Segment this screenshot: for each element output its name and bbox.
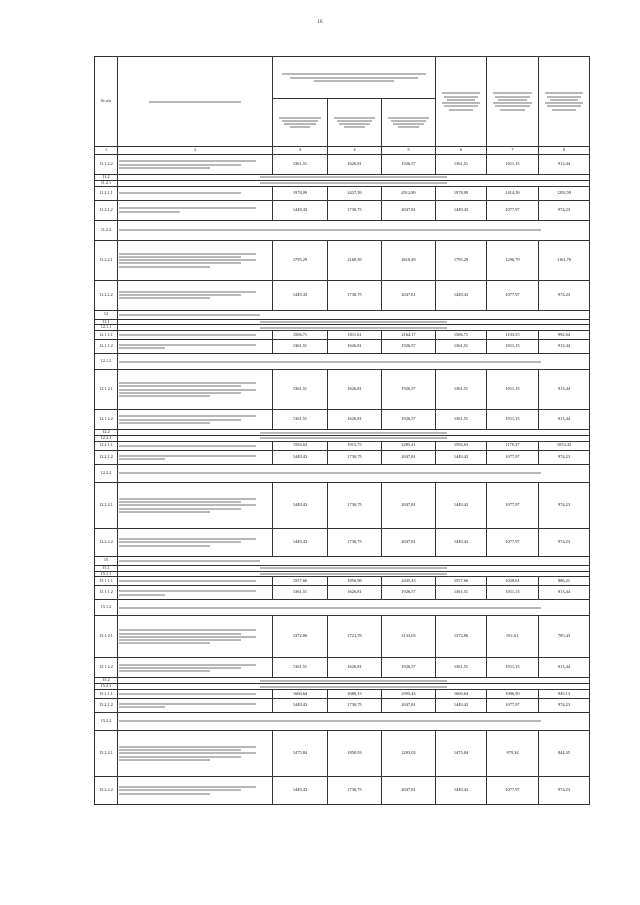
cell-value: 844,35 bbox=[539, 730, 590, 776]
cell-value: 1361,51 bbox=[436, 586, 487, 600]
col-number: 5 bbox=[382, 147, 436, 155]
row-no: 15.1.2.1 bbox=[95, 616, 118, 658]
row-desc bbox=[118, 340, 273, 354]
cell-value: 1926,57 bbox=[382, 658, 436, 678]
cell-value: 1660,64 bbox=[273, 689, 328, 698]
row-no: 11.2.2.2 bbox=[95, 280, 118, 310]
row-no: 12.1.2 bbox=[95, 354, 118, 370]
cell-value: 2047,81 bbox=[382, 776, 436, 804]
cell-value: 1372,86 bbox=[436, 616, 487, 658]
table-row bbox=[95, 240, 590, 280]
cell-value: 913,44 bbox=[539, 370, 590, 410]
cell-value: 1361,51 bbox=[436, 410, 487, 430]
header-col5 bbox=[382, 99, 436, 147]
cell-value: 1721,78 bbox=[328, 616, 382, 658]
section-note-row bbox=[95, 354, 590, 370]
table-row bbox=[95, 577, 590, 586]
row-desc bbox=[118, 441, 273, 450]
col-number: 8 bbox=[539, 147, 590, 155]
cell-value: 2168,39 bbox=[328, 240, 382, 280]
cell-value: 1557,66 bbox=[436, 577, 487, 586]
section-note-row bbox=[95, 712, 590, 730]
cell-value: 1978,09 bbox=[273, 186, 328, 200]
cell-value: 2164,17 bbox=[382, 331, 436, 340]
table-row bbox=[95, 528, 590, 556]
row-no: 15.2.2.2 bbox=[95, 776, 118, 804]
cell-value: 1926,57 bbox=[382, 586, 436, 600]
row-desc bbox=[118, 450, 273, 464]
cell-value: 1361,51 bbox=[436, 155, 487, 175]
cell-value: 1053,43 bbox=[539, 441, 590, 450]
cell-value: 1626,81 bbox=[328, 410, 382, 430]
row-no: 15.2.2.1 bbox=[95, 730, 118, 776]
cell-value: 2912,89 bbox=[382, 186, 436, 200]
table-row bbox=[95, 370, 590, 410]
cell-value: 1449,43 bbox=[436, 528, 487, 556]
table-row bbox=[95, 689, 590, 698]
header-col3 bbox=[273, 99, 328, 147]
row-no: 12.1.1.2 bbox=[95, 340, 118, 354]
row-no: 12.2.2 bbox=[95, 464, 118, 482]
section-note bbox=[118, 464, 590, 482]
table-row bbox=[95, 450, 590, 464]
cell-value: 1730,75 bbox=[328, 450, 382, 464]
row-no: 15.2.1.1 bbox=[95, 689, 118, 698]
row-desc bbox=[118, 331, 273, 340]
section-row bbox=[95, 556, 590, 565]
row-no: 11.2.2 bbox=[95, 220, 118, 240]
table-row bbox=[95, 482, 590, 528]
cell-value: 1449,43 bbox=[273, 698, 328, 712]
cell-value: 1449,43 bbox=[436, 450, 487, 464]
row-desc bbox=[118, 240, 273, 280]
cell-value: 2437,59 bbox=[328, 186, 382, 200]
table-row bbox=[95, 186, 590, 200]
cell-value: 1926,57 bbox=[382, 155, 436, 175]
cell-value: 886,21 bbox=[539, 577, 590, 586]
cell-value: 1077,97 bbox=[487, 200, 539, 220]
row-no: 12.2.2.2 bbox=[95, 528, 118, 556]
cell-value: 1077,97 bbox=[487, 450, 539, 464]
cell-value: 2047,81 bbox=[382, 450, 436, 464]
cell-value: 1730,75 bbox=[328, 776, 382, 804]
row-no: 15.1 bbox=[95, 565, 118, 571]
row-desc bbox=[118, 616, 273, 658]
cell-value: 2610,49 bbox=[382, 240, 436, 280]
header-col8 bbox=[539, 57, 590, 147]
cell-value: 1795,29 bbox=[436, 240, 487, 280]
cell-value: 1730,75 bbox=[328, 698, 382, 712]
cell-value: 992,64 bbox=[539, 331, 590, 340]
row-no: 12.2.1 bbox=[95, 435, 118, 441]
cell-value: 1978,09 bbox=[436, 186, 487, 200]
col-number: 3 bbox=[273, 147, 328, 155]
row-no: 12.2.1.2 bbox=[95, 450, 118, 464]
cell-value: 1449,43 bbox=[273, 200, 328, 220]
cell-value: 2047,81 bbox=[382, 280, 436, 310]
cell-value: 1594,63 bbox=[273, 441, 328, 450]
cell-value: 1361,51 bbox=[273, 155, 328, 175]
row-no: 15.2.2 bbox=[95, 712, 118, 730]
section-note-row bbox=[95, 600, 590, 616]
cell-value: 1449,43 bbox=[436, 280, 487, 310]
row-no: 15 bbox=[95, 556, 118, 565]
cell-value: 1103,55 bbox=[487, 331, 539, 340]
cell-value: 1449,43 bbox=[273, 482, 328, 528]
row-desc bbox=[118, 410, 273, 430]
cell-value: 1361,51 bbox=[436, 370, 487, 410]
col-number: 2 bbox=[118, 147, 273, 155]
cell-value: 1292,59 bbox=[539, 186, 590, 200]
row-no: 12.2 bbox=[95, 430, 118, 436]
cell-value: 1161,79 bbox=[539, 240, 590, 280]
cell-value: 1730,75 bbox=[328, 482, 382, 528]
row-no: 15.2 bbox=[95, 678, 118, 684]
row-desc bbox=[118, 200, 273, 220]
cell-value: 1915,75 bbox=[328, 441, 382, 450]
row-no: 15.2.1 bbox=[95, 684, 118, 690]
cell-value: 913,44 bbox=[539, 155, 590, 175]
table-row bbox=[95, 730, 590, 776]
cell-value: 1028,61 bbox=[487, 577, 539, 586]
cell-value: 1077,97 bbox=[487, 776, 539, 804]
row-no: 12.2.1.1 bbox=[95, 441, 118, 450]
row-no: 11.2.1.1 bbox=[95, 186, 118, 200]
row-desc bbox=[118, 280, 273, 310]
cell-value: 2047,81 bbox=[382, 698, 436, 712]
cell-value: 1475,84 bbox=[273, 730, 328, 776]
cell-value: 945,13 bbox=[539, 689, 590, 698]
row-desc bbox=[118, 528, 273, 556]
section-title bbox=[118, 556, 590, 565]
cell-value: 2435,43 bbox=[382, 577, 436, 586]
header-no bbox=[95, 57, 118, 147]
cell-value: 1077,97 bbox=[487, 528, 539, 556]
section-note bbox=[118, 354, 590, 370]
cell-value: 1449,43 bbox=[436, 200, 487, 220]
row-no: 15.1.1.1 bbox=[95, 577, 118, 586]
table-row bbox=[95, 616, 590, 658]
cell-value: 1361,51 bbox=[273, 586, 328, 600]
cell-value: 1361,51 bbox=[273, 410, 328, 430]
cell-value: 1626,81 bbox=[328, 340, 382, 354]
table-row bbox=[95, 331, 590, 340]
row-no: 15.2.1.2 bbox=[95, 698, 118, 712]
cell-value: 974,23 bbox=[539, 280, 590, 310]
cell-value: 1170,37 bbox=[487, 441, 539, 450]
cell-value: 1660,64 bbox=[436, 689, 487, 698]
cell-value: 1011,15 bbox=[487, 410, 539, 430]
cell-value: 1506,71 bbox=[436, 331, 487, 340]
cell-value: 979,34 bbox=[487, 730, 539, 776]
cell-value: 2293,03 bbox=[382, 730, 436, 776]
cell-value: 1077,97 bbox=[487, 698, 539, 712]
cell-value: 1594,63 bbox=[436, 441, 487, 450]
cell-value: 1361,51 bbox=[436, 658, 487, 678]
table-row bbox=[95, 586, 590, 600]
header-standard-cost bbox=[273, 57, 436, 99]
row-no: 15.1.1 bbox=[95, 571, 118, 577]
cell-value: 1096,50 bbox=[487, 689, 539, 698]
row-no: 12.1.1 bbox=[95, 325, 118, 331]
cell-value: 913,44 bbox=[539, 340, 590, 354]
col-number: 4 bbox=[328, 147, 382, 155]
cell-value: 2285,41 bbox=[382, 441, 436, 450]
header-col7 bbox=[487, 57, 539, 147]
header-group bbox=[118, 57, 273, 147]
cell-value: 785,43 bbox=[539, 616, 590, 658]
table-row bbox=[95, 155, 590, 175]
cell-value: 2086,13 bbox=[328, 689, 382, 698]
cell-value: 1011,15 bbox=[487, 155, 539, 175]
cell-value: 1856,98 bbox=[328, 577, 382, 586]
cell-value: 1011,15 bbox=[487, 340, 539, 354]
row-no: 12.2.2.1 bbox=[95, 482, 118, 528]
table-row bbox=[95, 280, 590, 310]
table-row bbox=[95, 658, 590, 678]
cell-value: 974,23 bbox=[539, 482, 590, 528]
row-no: 15.1.2.2 bbox=[95, 658, 118, 678]
cell-value: 913,44 bbox=[539, 658, 590, 678]
row-no: 11.2.2.1 bbox=[95, 240, 118, 280]
row-no: 12.1 bbox=[95, 319, 118, 325]
cell-value: 1811,61 bbox=[328, 331, 382, 340]
row-desc bbox=[118, 776, 273, 804]
row-desc bbox=[118, 577, 273, 586]
row-no: 12.1.2.2 bbox=[95, 410, 118, 430]
cell-value: 1011,15 bbox=[487, 658, 539, 678]
row-desc bbox=[118, 689, 273, 698]
cell-value: 2595,43 bbox=[382, 689, 436, 698]
row-desc bbox=[118, 730, 273, 776]
cell-value: 974,23 bbox=[539, 776, 590, 804]
table-row bbox=[95, 776, 590, 804]
cell-value: 1372,86 bbox=[273, 616, 328, 658]
cell-value: 974,23 bbox=[539, 450, 590, 464]
row-no: 11.2 bbox=[95, 175, 118, 181]
cell-value: 1475,84 bbox=[436, 730, 487, 776]
cell-value: 1926,57 bbox=[382, 370, 436, 410]
section-note bbox=[118, 600, 590, 616]
row-no: 11.1.2.2 bbox=[95, 155, 118, 175]
cell-value: 1730,75 bbox=[328, 528, 382, 556]
cell-value: 1449,43 bbox=[436, 482, 487, 528]
cell-value: 1449,43 bbox=[273, 776, 328, 804]
header-no-label: № п/п bbox=[100, 98, 112, 104]
cell-value: 1926,57 bbox=[382, 340, 436, 354]
row-desc bbox=[118, 586, 273, 600]
row-no: 15.1.1.2 bbox=[95, 586, 118, 600]
cell-value: 1626,81 bbox=[328, 155, 382, 175]
cell-value: 1795,29 bbox=[273, 240, 328, 280]
section-note bbox=[118, 712, 590, 730]
cell-value: 974,23 bbox=[539, 200, 590, 220]
cell-value: 1361,51 bbox=[273, 340, 328, 354]
cell-value: 1506,71 bbox=[273, 331, 328, 340]
row-desc bbox=[118, 186, 273, 200]
cell-value: 1557,66 bbox=[273, 577, 328, 586]
cell-value: 1077,97 bbox=[487, 482, 539, 528]
header-col4 bbox=[328, 99, 382, 147]
table-header-row bbox=[95, 57, 590, 99]
cell-value: 1296,79 bbox=[487, 240, 539, 280]
table-row bbox=[95, 340, 590, 354]
cell-value: 1449,43 bbox=[436, 776, 487, 804]
section-row bbox=[95, 310, 590, 319]
row-no: 15.1.2 bbox=[95, 600, 118, 616]
col-number: 1 bbox=[95, 147, 118, 155]
cell-value: 1011,15 bbox=[487, 370, 539, 410]
cell-value: 974,23 bbox=[539, 698, 590, 712]
cell-value: 1449,43 bbox=[273, 280, 328, 310]
row-desc bbox=[118, 155, 273, 175]
section-note-row bbox=[95, 464, 590, 482]
row-desc bbox=[118, 658, 273, 678]
tariff-table bbox=[94, 56, 590, 805]
cell-value: 1361,51 bbox=[273, 658, 328, 678]
col-number: 6 bbox=[436, 147, 487, 155]
row-no: 12.1.2.1 bbox=[95, 370, 118, 410]
cell-value: 1850,93 bbox=[328, 730, 382, 776]
cell-value: 2133,03 bbox=[382, 616, 436, 658]
cell-value: 1449,43 bbox=[273, 450, 328, 464]
section-title bbox=[118, 310, 590, 319]
cell-value: 2047,81 bbox=[382, 200, 436, 220]
col-number: 7 bbox=[487, 147, 539, 155]
cell-value: 1361,51 bbox=[273, 370, 328, 410]
cell-value: 1414,39 bbox=[487, 186, 539, 200]
row-no: 12 bbox=[95, 310, 118, 319]
cell-value: 1011,15 bbox=[487, 586, 539, 600]
cell-value: 1626,81 bbox=[328, 658, 382, 678]
cell-value: 1626,81 bbox=[328, 586, 382, 600]
row-desc bbox=[118, 370, 273, 410]
cell-value: 2047,81 bbox=[382, 528, 436, 556]
cell-value: 1449,43 bbox=[273, 528, 328, 556]
cell-value: 913,44 bbox=[539, 410, 590, 430]
cell-value: 974,23 bbox=[539, 528, 590, 556]
cell-value: 1361,51 bbox=[436, 340, 487, 354]
cell-value: 1730,75 bbox=[328, 200, 382, 220]
column-number-row bbox=[95, 147, 590, 155]
page-number: 16 bbox=[317, 20, 323, 25]
cell-value: 911,01 bbox=[487, 616, 539, 658]
cell-value: 1926,57 bbox=[382, 410, 436, 430]
table-row bbox=[95, 410, 590, 430]
section-note-row bbox=[95, 220, 590, 240]
table-row bbox=[95, 698, 590, 712]
cell-value: 913,44 bbox=[539, 586, 590, 600]
section-note bbox=[118, 220, 590, 240]
table-row bbox=[95, 441, 590, 450]
table-row bbox=[95, 200, 590, 220]
cell-value: 1626,81 bbox=[328, 370, 382, 410]
cell-value: 2047,81 bbox=[382, 482, 436, 528]
row-desc bbox=[118, 482, 273, 528]
row-desc bbox=[118, 698, 273, 712]
cell-value: 1449,43 bbox=[436, 698, 487, 712]
row-no: 11.2.1.2 bbox=[95, 200, 118, 220]
cell-value: 1077,97 bbox=[487, 280, 539, 310]
row-no: 12.1.1.1 bbox=[95, 331, 118, 340]
header-col6 bbox=[436, 57, 487, 147]
row-no: 11.2.1 bbox=[95, 180, 118, 186]
cell-value: 1730,75 bbox=[328, 280, 382, 310]
